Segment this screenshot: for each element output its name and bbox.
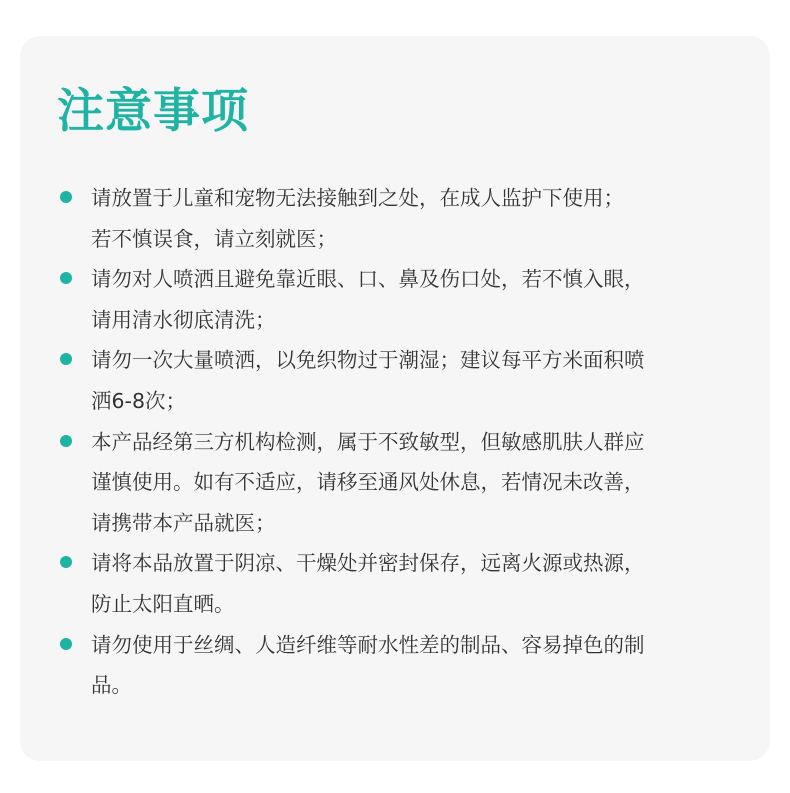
bullet-dot-icon (60, 272, 72, 284)
notice-item-text: 请放置于儿童和宠物无法接触到之处，在成人监护下使用； 若不慎误食，请立刻就医； (91, 186, 624, 251)
notice-item-text: 本产品经第三方机构检测，属于不致敏型，但敏感肌肤人群应 谨慎使用。如有不适应，请移至通风处休息，若情况未改善， 请携带本产品就医； (91, 429, 645, 535)
notice-title: 注意事项 (57, 84, 249, 139)
notice-item (20, 422, 770, 544)
notice-item (20, 259, 770, 340)
bullet-dot-icon (60, 191, 72, 203)
notice-item (20, 178, 770, 259)
bullet-dot-icon (60, 638, 72, 650)
notice-card (20, 36, 770, 761)
notice-item-text: 请勿一次大量喷洒，以免织物过于潮湿；建议每平方米面积喷 洒6-8次； (91, 348, 645, 413)
notice-item (20, 543, 770, 624)
notice-list (20, 178, 770, 706)
notice-item (20, 625, 770, 706)
bullet-dot-icon (60, 556, 72, 568)
notice-item-text: 请将本品放置于阴凉、干燥处并密封保存，远离火源或热源， 防止太阳直晒。 (91, 551, 645, 616)
bullet-dot-icon (60, 353, 72, 365)
notice-item-text: 请勿使用于丝绸、人造纤维等耐水性差的制品、容易掉色的制 品。 (91, 632, 645, 698)
notice-item-text: 请勿对人喷洒且避免靠近眼、口、鼻及伤口处，若不慎入眼， 请用清水彻底清洗； (91, 267, 645, 332)
notice-item (20, 340, 770, 421)
bullet-dot-icon (60, 435, 72, 447)
